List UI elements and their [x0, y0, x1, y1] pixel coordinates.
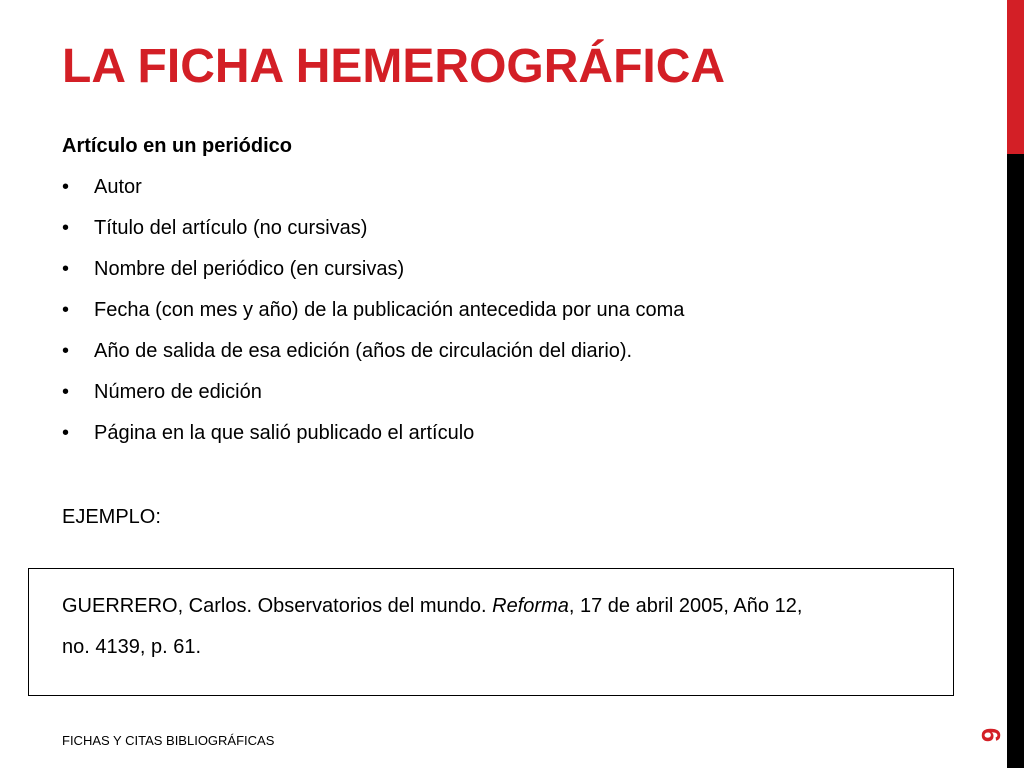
bullet-text: Título del artículo (no cursivas) [94, 217, 368, 239]
slide-title: LA FICHA HEMEROGRÁFICA [62, 40, 726, 93]
section-subtitle: Artículo en un periódico [62, 135, 293, 157]
side-accent-bar-red [1007, 0, 1024, 154]
bullet-dot-icon: • [62, 258, 70, 280]
bullet-dot-icon: • [62, 340, 70, 362]
example-citation-line-2: no. 4139, p. 61. [62, 636, 202, 658]
bullet-text: Página en la que salió publicado el artículo [94, 422, 475, 444]
bullet-dot-icon: • [62, 299, 70, 321]
bullet-text: Nombre del periódico (en cursivas) [94, 258, 405, 280]
example-label: EJEMPLO: [62, 506, 161, 528]
bullet-dot-icon: • [62, 176, 70, 198]
example-citation-box [28, 568, 954, 696]
bullet-dot-icon: • [62, 422, 70, 444]
footer-text: FICHAS Y CITAS BIBLIOGRÁFICAS [62, 733, 275, 748]
bullet-text: Fecha (con mes y año) de la publicación antecedida por una coma [94, 299, 685, 321]
bullet-text: Autor [94, 176, 142, 198]
example-citation-line-1 [62, 586, 942, 627]
example-citation [62, 586, 942, 668]
example-citation-author-title: GUERRERO, Carlos. Observatorios del mundo. [62, 595, 493, 617]
bullet-dot-icon: • [62, 381, 70, 403]
example-citation-date: , 17 de abril 2005, Año 12, [568, 595, 803, 617]
example-citation-newspaper: Reforma [492, 595, 569, 617]
page-number: 6 [976, 727, 1006, 743]
bullet-text: Número de edición [94, 381, 262, 403]
bullet-text: Año de salida de esa edición (años de circulación del diario). [94, 340, 633, 362]
bullet-dot-icon: • [62, 217, 70, 239]
side-accent-bar-black [1007, 154, 1024, 768]
